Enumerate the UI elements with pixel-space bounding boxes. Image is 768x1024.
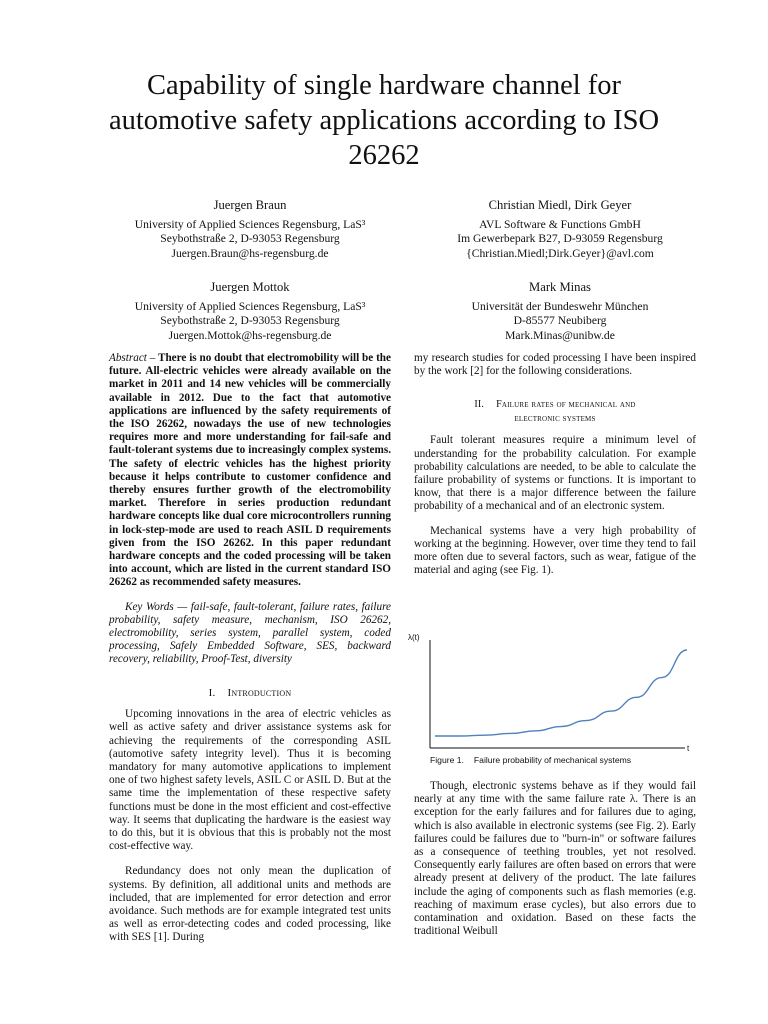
paper-title: Capability of single hardware channel for automotive safety applications according to ISO 26262 [108, 70, 660, 171]
author-email: Juergen.Braun@hs-regensburg.de [171, 246, 329, 260]
author-affiliation: University of Applied Sciences Regensburg, LaS³ [134, 299, 366, 313]
section-heading-2 [414, 398, 696, 425]
paragraph: Redundancy does not only mean the duplication of systems. By definition, all additional units and methods are included, that are implemented for error detection and error avoidance. Such methods are for example integrated test units as well as error-detecting codes and coded processing, like with SES [1]. During [109, 865, 391, 944]
section-number: II. [474, 399, 485, 411]
author-affiliation: University of Applied Sciences Regensburg, LaS³ [134, 217, 366, 231]
abstract-text: There is no doubt that electromobility will be the future. All-electric vehicles were already available on the market in 2011 and 14 new vehicles will be commercially available in 2012. Due to the fact that automotive applications are influenced by the safety requirements of the ISO 26262, nowadays the use of new technologies requires more and more understanding for fail-safe and fault-tolerant systems due to increasingly complex systems. The safety of electric vehicles has the highest priority because it helps contribute to customer confidence and thereby ensures further growth of the electromobility market. Therefore in series production redundant hardware concepts like dual core microcontrollers running in lock-step-mode are used to reach ASIL D requirements given from the ISO 26262. In this paper redundant hardware concepts and the coded processing will be taken into account, which are listed in the current standard ISO 26262 as recommended safety measures. [109, 352, 391, 589]
author-email: Juergen.Mottok@hs-regensburg.de [168, 328, 332, 342]
abstract [109, 352, 391, 590]
author-name: Christian Miedl, Dirk Geyer [488, 198, 632, 212]
author-name: Mark Minas [529, 280, 591, 294]
author-email: {Christian.Miedl;Dirk.Geyer}@avl.com [466, 246, 654, 260]
right-column-lower [414, 780, 696, 938]
paragraph: Fault tolerant measures require a minimum level of understanding for the probability calculation. For example probability calculations are needed, to be able to calculate the failure probability of systems or functions. It is important to know, that there is a major difference between the failure probability of a mechanical and of an electronic system. [414, 434, 696, 513]
keywords: Key Words — fail-safe, fault-tolerant, failure rates, failure probability, safety measure, mechanism, ISO 26262, electromobility, series system, parallel system, coded processing, Safely Embedded Software, SES, backward recovery, reliability, Proof-Test, diversity [109, 600, 391, 666]
paragraph: Mechanical systems have a very high probability of working at the beginning. However, over time they tend to fail more often due to several factors, such as wear, fatigue of the material and aging (see Fig. 1). [414, 524, 696, 577]
figure-1-caption [430, 755, 690, 766]
author-affiliation: AVL Software & Functions GmbH [479, 217, 641, 231]
y-axis-label: λ(t) [408, 633, 420, 642]
section-title-line: Failure rates of mechanical and [496, 399, 636, 411]
author-affiliation: Universität der Bundeswehr München [471, 299, 649, 313]
left-column [109, 352, 391, 945]
section-number: I. [208, 686, 216, 699]
right-column [414, 352, 696, 577]
abstract-lead: Abstract – [109, 352, 156, 364]
author-block-1 [100, 198, 400, 261]
author-address: Seybothstraße 2, D-93053 Regensburg [160, 314, 340, 327]
section-heading-1 [109, 687, 391, 701]
paragraph: my research studies for coded processing I have been inspired by the work [2] for the following considerations. [414, 352, 696, 378]
figure-label: Figure 1. [430, 755, 464, 765]
paragraph: Though, electronic systems behave as if they would fail nearly at any time with the same failure rate λ. There is an exception for the early failures and for failures due to aging, which is also available in electronic systems (see Fig. 2). Early failures could be failures due to "burn-in" or software failures as a consequence of teething troubles, yet not resolved. Consequently early failures are often based on errors that were already present at delivery of the product. The late failures include the aging of components such as flash memories (e.g. reaching of maximum erase cycles), but also errors due to contamination and oxidation. Based on these facts the traditional Weibull [414, 780, 696, 938]
x-axis-label: t [687, 744, 690, 753]
author-address: Im Gewerbepark B27, D-93059 Regensburg [457, 232, 663, 245]
failure-curve-line [435, 650, 687, 736]
figure-1-chart [405, 630, 705, 760]
author-name: Juergen Braun [213, 198, 287, 212]
author-block-3 [100, 280, 400, 343]
figure-caption-text: Failure probability of mechanical systems [473, 755, 632, 765]
section-title: Introduction [227, 686, 292, 699]
author-address: Seybothstraße 2, D-93053 Regensburg [160, 232, 340, 245]
paragraph: Upcoming innovations in the area of electric vehicles as well as active safety and driver assistance systems ask for achieving the requirements of the corresponding ASIL (automotive safety integrity level). Thus it is becoming mandatory for many automotive applications to implement one of two highest safety levels, ASIL C or ASIL D. But at the same time the implementation of these respective safety functions must be done in the most efficient and cost-effective way. It seems that duplicating the hardware is the easiest way to do this, but it is obvious that this is probably not the most cost-effective way. [109, 708, 391, 853]
section-title-line: electronic systems [514, 412, 596, 424]
author-email: Mark.Minas@unibw.de [505, 328, 615, 342]
author-block-2 [410, 198, 710, 261]
author-name: Juergen Mottok [210, 280, 290, 294]
author-address: D-85577 Neubiberg [513, 314, 607, 327]
author-block-4 [410, 280, 710, 343]
